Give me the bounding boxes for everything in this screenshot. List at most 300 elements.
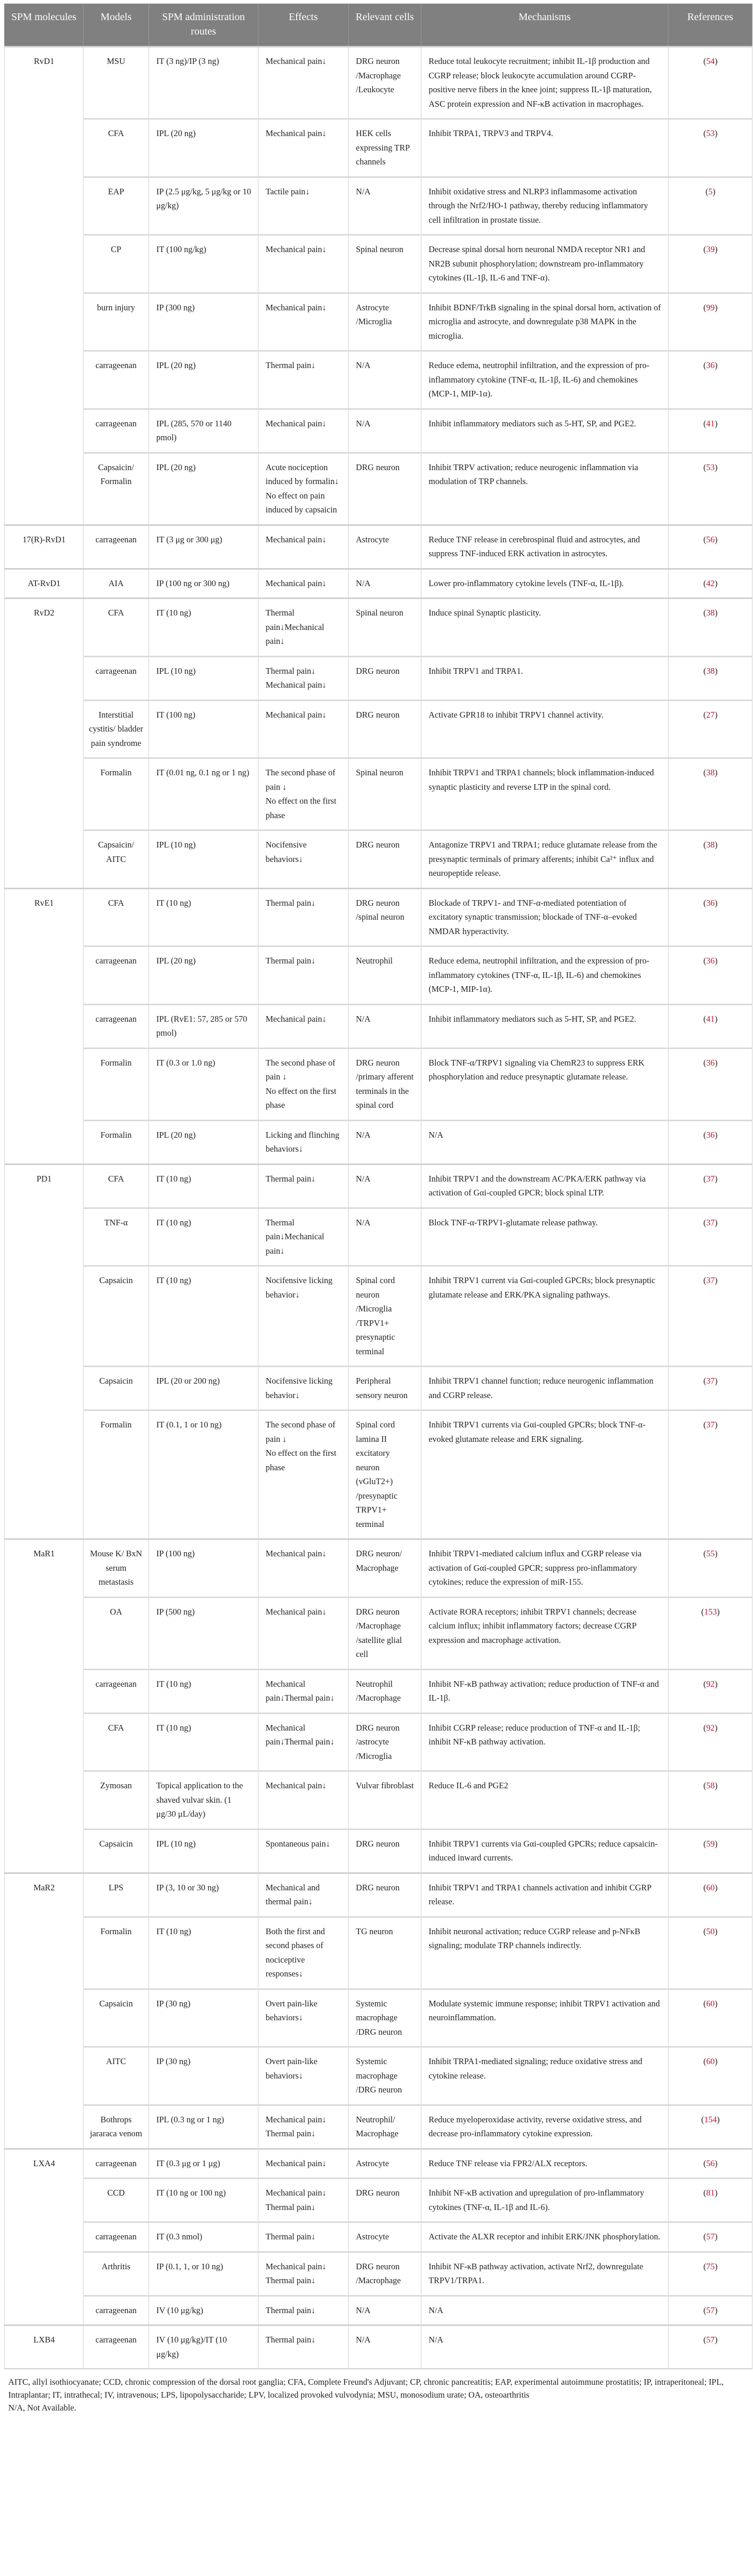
table-row [5,177,752,235]
mechanism-cell: Inhibit BDNF/TrkB signaling in the spinal dorsal horn, activation of microglia and astrocyte, and downregulate p38 MAPK in the microglia. [421,293,668,351]
reference-cell [668,2325,752,2369]
model-cell: Formalin [84,1410,149,1539]
relevant-cells-cell: DRG neuron [349,656,421,700]
mechanism-cell: Reduce edema, neutrophil infiltration, and the expression of pro-inflammatory cytokine (TNF-α, IL-1β, IL-6) and chemokines (MCP-1, MIP-1α). [421,351,668,409]
reference-link[interactable]: 56 [706,2158,715,2168]
spm-molecule-cell: AT-RvD1 [5,569,84,599]
relevant-cells-cell: Spinal cord neuron /Microglia /TRPV1+ presynaptic terminal [349,1266,421,1367]
table-row [5,569,752,599]
model-cell: EAP [84,177,149,235]
reference-link[interactable]: 41 [706,1013,715,1024]
route-cell: IP (3, 10 or 30 ng) [149,1873,258,1917]
table-row [5,1048,752,1120]
route-cell: IP (300 ng) [149,293,258,351]
mechanism-cell: Block TNF-α/TRPV1 signaling via ChemR23 to suppress ERK phosphorylation and reduce presynaptic glutamate release. [421,1048,668,1120]
reference-link[interactable]: 38 [706,840,715,850]
relevant-cells-cell: DRG neuron /spinal neuron [349,888,421,946]
reference-link[interactable]: 37 [706,1376,715,1386]
reference-cell [668,946,752,1005]
header-administration-routes: SPM administration routes [149,4,258,47]
effect-cell: Mechanical pain↓ [258,1004,349,1048]
model-cell: AIA [84,569,149,599]
reference-cell [668,569,752,599]
reference-cell [668,1120,752,1164]
effect-cell: Thermal pain↓ Mechanical pain↓ [258,656,349,700]
model-cell: Bothrops jararaca venom [84,2105,149,2149]
reference-citation [703,128,718,138]
reference-link[interactable]: 60 [706,1998,715,2008]
effect-cell: Thermal pain↓ [258,888,349,946]
reference-citation [703,840,718,850]
reference-link[interactable]: 38 [706,768,715,777]
relevant-cells-cell: Spinal neuron [349,235,421,293]
relevant-cells-cell: DRG neuron [349,830,421,889]
reference-citation [703,898,718,908]
effect-cell: Thermal pain↓Mechanical pain↓ [258,1208,349,1266]
mechanism-cell: Inhibit TRPV1 currents via Gαi-coupled GPCRs; block TNF-α-evoked glutamate release and ERK signaling. [421,1410,668,1539]
reference-link[interactable]: 53 [706,462,715,472]
reference-link[interactable]: 5 [708,186,713,196]
model-cell: Formalin [84,1048,149,1120]
reference-link[interactable]: 37 [706,1420,715,1430]
route-cell: IP (0.1, 1, or 10 ng) [149,2252,258,2296]
relevant-cells-cell: DRG neuron [349,453,421,525]
relevant-cells-cell: Spinal neuron [349,758,421,830]
mechanism-cell: Inhibit inflammatory mediators such as 5-HT, SP, and PGE2. [421,409,668,453]
relevant-cells-cell: Astrocyte [349,2222,421,2252]
header-models: Models [84,4,149,47]
reference-cell [668,1917,752,1989]
reference-citation [703,1130,718,1140]
reference-citation [703,578,718,588]
reference-link[interactable]: 58 [706,1781,715,1790]
reference-cell [668,2179,752,2222]
relevant-cells-cell: Systemic macrophage /DRG neuron [349,2047,421,2105]
effect-cell: Both the first and second phases of nociceptive responses↓ [258,1917,349,1989]
spm-molecule-cell: LXB4 [5,2325,84,2369]
effect-cell: Mechanical pain↓ [258,700,349,758]
reference-cell [668,1873,752,1917]
spm-molecule-cell: RvE1 [5,888,84,1164]
table-row [5,946,752,1005]
table-row [5,2296,752,2325]
reference-citation [703,2158,718,2168]
reference-citation [703,360,718,370]
route-cell: IPL (10 ng) [149,656,258,700]
reference-citation [703,608,718,618]
model-cell: CFA [84,599,149,657]
mechanism-cell: N/A [421,1120,668,1164]
relevant-cells-cell: N/A [349,1004,421,1048]
relevant-cells-cell: DRG neuron [349,1829,421,1873]
relevant-cells-cell: Astrocyte /Microglia [349,293,421,351]
table-row [5,47,752,119]
relevant-cells-cell: DRG neuron /Macrophage /satellite glial cell [349,1597,421,1669]
effect-cell: Mechanical and thermal pain↓ [258,1873,349,1917]
route-cell: IT (10 ng or 100 ng) [149,2179,258,2222]
reference-link[interactable]: 154 [704,2114,717,2124]
reference-cell [668,351,752,409]
route-cell: IT (3 ng)/IP (3 ng) [149,47,258,119]
table-row [5,1873,752,1917]
table-row [5,235,752,293]
route-cell: IT (10 ng) [149,1266,258,1367]
reference-link[interactable]: 37 [706,1173,715,1184]
model-cell: Capsaicin [84,1829,149,1873]
table-row [5,1004,752,1048]
reference-cell [668,2105,752,2149]
mechanism-cell: Antagonize TRPV1 and TRPA1; reduce glutamate release from the presynaptic terminals of primary afferents; inhibit Ca²⁺ influx and neuropeptide release. [421,830,668,889]
reference-citation [701,1607,720,1617]
reference-citation [703,56,718,66]
reference-link[interactable]: 153 [704,1606,717,1617]
effect-cell: The second phase of pain ↓ No effect on the first phase [258,758,349,830]
model-cell: Zymosan [84,1771,149,1830]
mechanism-cell: Inhibit inflammatory mediators such as 5-HT, SP, and PGE2. [421,1004,668,1048]
model-cell: Mouse K/ BxN serum metastasis [84,1539,149,1598]
footnote-na: N/A, Not Available. [8,2403,76,2413]
relevant-cells-cell: Vulvar fibroblast [349,1771,421,1830]
header-relevant-cells: Relevant cells [349,4,421,47]
table-row [5,1367,752,1410]
mechanism-cell: Inhibit TRPA1, TRPV3 and TRPV4. [421,119,668,177]
mechanism-cell: Activate the ALXR receptor and inhibit ERK/JNK phosphorylation. [421,2222,668,2252]
effect-cell: Mechanical pain↓ [258,235,349,293]
reference-cell [668,1713,752,1771]
mechanism-cell: Induce spinal Synaptic plasticity. [421,599,668,657]
model-cell: Capsaicin/ AITC [84,830,149,889]
route-cell: IT (100 ng) [149,700,258,758]
mechanism-cell: Decrease spinal dorsal horn neuronal NMDA receptor NR1 and NR2B subunit phosphorylation; downstream pro-inflammatory cytokines (IL-1β, IL-6 and TNF-α). [421,235,668,293]
table-row [5,453,752,525]
reference-cell [668,177,752,235]
reference-link[interactable]: 57 [706,2305,715,2315]
mechanism-cell: Inhibit TRPV activation; reduce neurogenic inflammation via modulation of TRP channels. [421,453,668,525]
reference-citation [703,303,718,312]
effect-cell: Mechanical pain↓ [258,47,349,119]
reference-cell [668,235,752,293]
effect-cell: Thermal pain↓ [258,2296,349,2325]
reference-citation [703,1058,718,1068]
reference-link[interactable]: 75 [706,2261,715,2271]
table-row [5,1120,752,1164]
reference-link[interactable]: 53 [706,128,715,138]
model-cell: OA [84,1597,149,1669]
header-spm-molecules: SPM molecules [5,4,84,47]
reference-cell [668,1771,752,1830]
spm-molecule-cell: 17(R)-RvD1 [5,525,84,569]
effect-cell: Thermal pain↓ [258,2325,349,2369]
reference-link[interactable]: 37 [706,1275,715,1285]
route-cell: IV (10 μg/kg) [149,2296,258,2325]
model-cell: Capsaicin [84,1367,149,1410]
reference-link[interactable]: 59 [706,1838,715,1849]
mechanism-cell: Inhibit NF-κB pathway activation; reduce production of TNF-α and IL-1β. [421,1669,668,1713]
relevant-cells-cell: DRG neuron /Macrophage [349,2252,421,2296]
relevant-cells-cell: DRG neuron [349,2179,421,2222]
reference-link[interactable]: 92 [706,1722,715,1733]
reference-link[interactable]: 36 [706,956,715,966]
mechanism-cell: Inhibit TRPV1 current via Gαi-coupled GPCRs; block presynaptic glutamate release and ERK/PKA signaling pathways. [421,1266,668,1367]
mechanism-cell: Reduce edema, neutrophil infiltration, and the expression of pro-inflammatory cytokines (TNF-α, IL-1β, IL-6) and chemokines (MCP-1, MIP-1α). [421,946,668,1005]
effect-cell: Nocifensive licking behavior↓ [258,1266,349,1367]
effect-cell: Mechanical pain↓ [258,409,349,453]
table-row [5,1164,752,1208]
reference-link[interactable]: 81 [706,2188,715,2198]
reference-link[interactable]: 27 [706,709,715,720]
reference-link[interactable]: 39 [706,244,715,254]
route-cell: IT (10 ng) [149,888,258,946]
effect-cell: Mechanical pain↓ [258,2149,349,2179]
model-cell: carrageenan [84,656,149,700]
table-row [5,1917,752,1989]
reference-cell [668,1266,752,1367]
reference-link[interactable]: 56 [706,534,715,544]
mechanism-cell: Inhibit TRPA1-mediated signaling; reduce oxidative stress and cytokine release. [421,2047,668,2105]
mechanism-cell: Inhibit TRPV1-mediated calcium influx and CGRP release via activation of Gαi-coupled GPCR; suppress pro-inflammatory cytokines; reduce the expression of miR-155. [421,1539,668,1598]
model-cell: carrageenan [84,946,149,1005]
relevant-cells-cell: N/A [349,569,421,599]
mechanism-cell: Inhibit TRPV1 channel function; reduce neurogenic inflammation and CGRP release. [421,1367,668,1410]
reference-citation [703,1174,718,1184]
model-cell: CFA [84,1164,149,1208]
relevant-cells-cell: Neutrophil /Macrophage [349,1669,421,1713]
table-row [5,888,752,946]
route-cell: IP (500 ng) [149,1597,258,1669]
table-row [5,1989,752,2047]
route-cell: IT (10 ng) [149,599,258,657]
effect-cell: Mechanical pain↓ Thermal pain↓ [258,2179,349,2222]
table-row [5,1597,752,1669]
reference-cell [668,1597,752,1669]
relevant-cells-cell: N/A [349,409,421,453]
effect-cell: Overt pain-like behaviors↓ [258,2047,349,2105]
table-row [5,351,752,409]
relevant-cells-cell: Neutrophil/ Macrophage [349,2105,421,2149]
reference-citation [703,1549,718,1558]
model-cell: MSU [84,47,149,119]
effect-cell: Thermal pain↓ [258,1164,349,1208]
relevant-cells-cell: Systemic macrophage /DRG neuron [349,1989,421,2047]
model-cell: Capsaicin [84,1266,149,1367]
mechanism-cell: Activate RORA receptors; inhibit TRPV1 channels; decrease calcium influx; inhibit inflammatory factors; decrease CGRP expression and macrophage activation. [421,1597,668,1669]
reference-cell [668,758,752,830]
route-cell: IT (10 ng) [149,1917,258,1989]
spm-molecule-cell: MaR1 [5,1539,84,1873]
reference-citation [703,1999,718,2008]
header-effects: Effects [258,4,349,47]
reference-cell [668,1410,752,1539]
relevant-cells-cell: Spinal cord lamina II excitatory neuron (vGluT2+) /presynaptic TRPV1+ terminal [349,1410,421,1539]
reference-cell [668,2222,752,2252]
reference-citation [703,1376,718,1386]
relevant-cells-cell: Spinal neuron [349,599,421,657]
table-row [5,2179,752,2222]
reference-citation [703,1218,718,1227]
reference-cell [668,888,752,946]
reference-link[interactable]: 36 [706,898,715,908]
reference-cell [668,453,752,525]
effect-cell: Overt pain-like behaviors↓ [258,1989,349,2047]
header-references: References [668,4,752,47]
model-cell: Capsaicin [84,1989,149,2047]
mechanism-cell: Activate GPR18 to inhibit TRPV1 channel activity. [421,700,668,758]
effect-cell: Mechanical pain↓Thermal pain↓ [258,1713,349,1771]
route-cell: IPL (285, 570 or 1140 pmol) [149,409,258,453]
reference-cell [668,700,752,758]
table-row [5,2149,752,2179]
reference-citation [703,2232,718,2241]
model-cell: CFA [84,119,149,177]
effect-cell: Thermal pain↓Mechanical pain↓ [258,599,349,657]
mechanism-cell: Reduce TNF release in cerebrospinal fluid and astrocytes, and suppress TNF-induced ERK activation in astrocytes. [421,525,668,569]
model-cell: Formalin [84,1917,149,1989]
route-cell: IPL (20 ng) [149,453,258,525]
reference-cell [668,2149,752,2179]
spm-molecule-cell: RvD2 [5,599,84,889]
reference-link[interactable]: 60 [706,2056,715,2066]
model-cell: carrageenan [84,525,149,569]
reference-cell [668,1989,752,2047]
route-cell: IPL (20 ng) [149,351,258,409]
effect-cell: Thermal pain↓ [258,351,349,409]
reference-cell [668,599,752,657]
route-cell: IP (100 ng or 300 ng) [149,569,258,599]
reference-citation [703,419,718,428]
footnote-abbreviations: AITC, allyl isothiocyanate; CCD, chronic compression of the dorsal root ganglia; CFA, Complete Freund's Adjuvant; CP, chronic pancreatitis; EAP, experimental autoimmune prostatitis; IP, intraperitoneal; IPL, Intraplantar; IT, intrathecal; IV, intravenous; LPS, lipopolysaccharide; LPV, localized provoked vulvodynia; MSU, monosodium urate; OA, osteoarthritis [8,2377,724,2400]
reference-link[interactable]: 38 [706,608,715,618]
effect-cell: Mechanical pain↓ [258,569,349,599]
reference-citation [703,462,718,472]
route-cell: IT (0.1, 1 or 10 ng) [149,1410,258,1539]
relevant-cells-cell: N/A [349,2325,421,2369]
effect-cell: Tactile pain↓ [258,177,349,235]
relevant-cells-cell: N/A [349,351,421,409]
route-cell: IP (100 ng) [149,1539,258,1598]
reference-citation [703,1781,718,1790]
reference-citation [703,1839,718,1849]
mechanism-cell: Blockade of TRPV1- and TNF-α-mediated potentiation of excitatory synaptic transmission; blockade of TNF-α–evoked NMDAR hyperactivity. [421,888,668,946]
relevant-cells-cell: Astrocyte [349,2149,421,2179]
header-row [5,4,752,47]
table-row [5,758,752,830]
reference-link[interactable]: 42 [706,578,715,588]
reference-citation [703,535,718,544]
route-cell: IPL (10 ng) [149,1829,258,1873]
table-header [5,4,752,47]
reference-citation [703,2188,718,2198]
mechanism-cell: Inhibit TRPV1 and TRPA1 channels; block inflammation-induced synaptic plasticity and reverse LTP in the spinal cord. [421,758,668,830]
reference-cell [668,1208,752,1266]
table-row [5,1771,752,1830]
model-cell: CP [84,235,149,293]
route-cell: IP (30 ng) [149,1989,258,2047]
reference-link[interactable]: 60 [706,1882,715,1892]
route-cell: IT (100 ng/kg) [149,235,258,293]
table-row [5,1266,752,1367]
relevant-cells-cell: N/A [349,1164,421,1208]
mechanism-cell: Block TNF-α-TRPV1-glutamate release pathway. [421,1208,668,1266]
effect-cell: Mechanical pain↓ [258,119,349,177]
mechanism-cell: Modulate systemic immune response; inhibit TRPV1 activation and neuroinflammation. [421,1989,668,2047]
table-row [5,2252,752,2296]
model-cell: carrageenan [84,2149,149,2179]
reference-link[interactable]: 99 [706,302,715,312]
route-cell: IPL (20 ng) [149,946,258,1005]
reference-cell [668,2296,752,2325]
table-row [5,1713,752,1771]
reference-link[interactable]: 37 [706,1217,715,1227]
reference-link[interactable]: 92 [706,1678,715,1689]
effect-cell: Acute nociception induced by formalin↓ No effect on pain induced by capsaicin [258,453,349,525]
relevant-cells-cell: N/A [349,1120,421,1164]
reference-link[interactable]: 41 [706,418,715,428]
effect-cell: Nocifensive licking behavior↓ [258,1367,349,1410]
model-cell: carrageenan [84,351,149,409]
reference-citation [703,956,718,966]
reference-cell [668,2047,752,2105]
reference-link[interactable]: 50 [706,1926,715,1936]
relevant-cells-cell: N/A [349,1208,421,1266]
reference-link[interactable]: 57 [706,2232,715,2241]
effect-cell: Mechanical pain↓ [258,1597,349,1669]
reference-link[interactable]: 55 [706,1549,715,1558]
relevant-cells-cell: DRG neuron /astrocyte /Microglia [349,1713,421,1771]
reference-cell [668,525,752,569]
reference-citation [703,1014,718,1024]
mechanism-cell: Inhibit neuronal activation; reduce CGRP release and p-NFκB signaling; modulate TRP channels indirectly. [421,1917,668,1989]
reference-citation [703,666,718,676]
spm-molecule-cell: RvD1 [5,47,84,525]
model-cell: CCD [84,2179,149,2222]
effect-cell: Mechanical pain↓ Thermal pain↓ [258,2252,349,2296]
table-row [5,830,752,889]
table-footnote [4,2369,752,2424]
effect-cell: Thermal pain↓ [258,2222,349,2252]
model-cell: carrageenan [84,409,149,453]
table-row [5,2325,752,2369]
mechanism-cell: Inhibit NF-κB activation and upregulation of pro-inflammatory cytokines (TNF-α, IL-1β and IL-6). [421,2179,668,2222]
effect-cell: Mechanical pain↓Thermal pain↓ [258,1669,349,1713]
reference-link[interactable]: 36 [706,1129,715,1140]
effect-cell: Mechanical pain↓ [258,525,349,569]
table-row [5,1669,752,1713]
table-row [5,119,752,177]
relevant-cells-cell: DRG neuron [349,700,421,758]
mechanism-cell: Reduce TNF release via FPR2/ALX receptors. [421,2149,668,2179]
route-cell: IPL (20 ng) [149,1120,258,1164]
model-cell: Formalin [84,758,149,830]
effect-cell: Mechanical pain↓ [258,293,349,351]
table-row [5,599,752,657]
reference-link[interactable]: 36 [706,1057,715,1068]
route-cell: IT (10 ng) [149,1669,258,1713]
mechanism-cell: N/A [421,2296,668,2325]
reference-link[interactable]: 57 [706,2335,715,2345]
table-row [5,1410,752,1539]
relevant-cells-cell: HEK cells expressing TRP channels [349,119,421,177]
reference-link[interactable]: 38 [706,666,715,676]
effect-cell: Licking and flinching behaviors↓ [258,1120,349,1164]
route-cell: IP (2.5 μg/kg, 5 μg/kg or 10 μg/kg) [149,177,258,235]
route-cell: IPL (10 ng) [149,830,258,889]
reference-link[interactable]: 54 [706,56,715,66]
mechanism-cell: Inhibit NF-κB pathway activation, activate Nrf2, downregulate TRPV1/TRPA1. [421,2252,668,2296]
reference-link[interactable]: 36 [706,360,715,370]
effect-cell: Mechanical pain↓ [258,1539,349,1598]
route-cell: IT (0.01 ng, 0.1 ng or 1 ng) [149,758,258,830]
table-row [5,525,752,569]
